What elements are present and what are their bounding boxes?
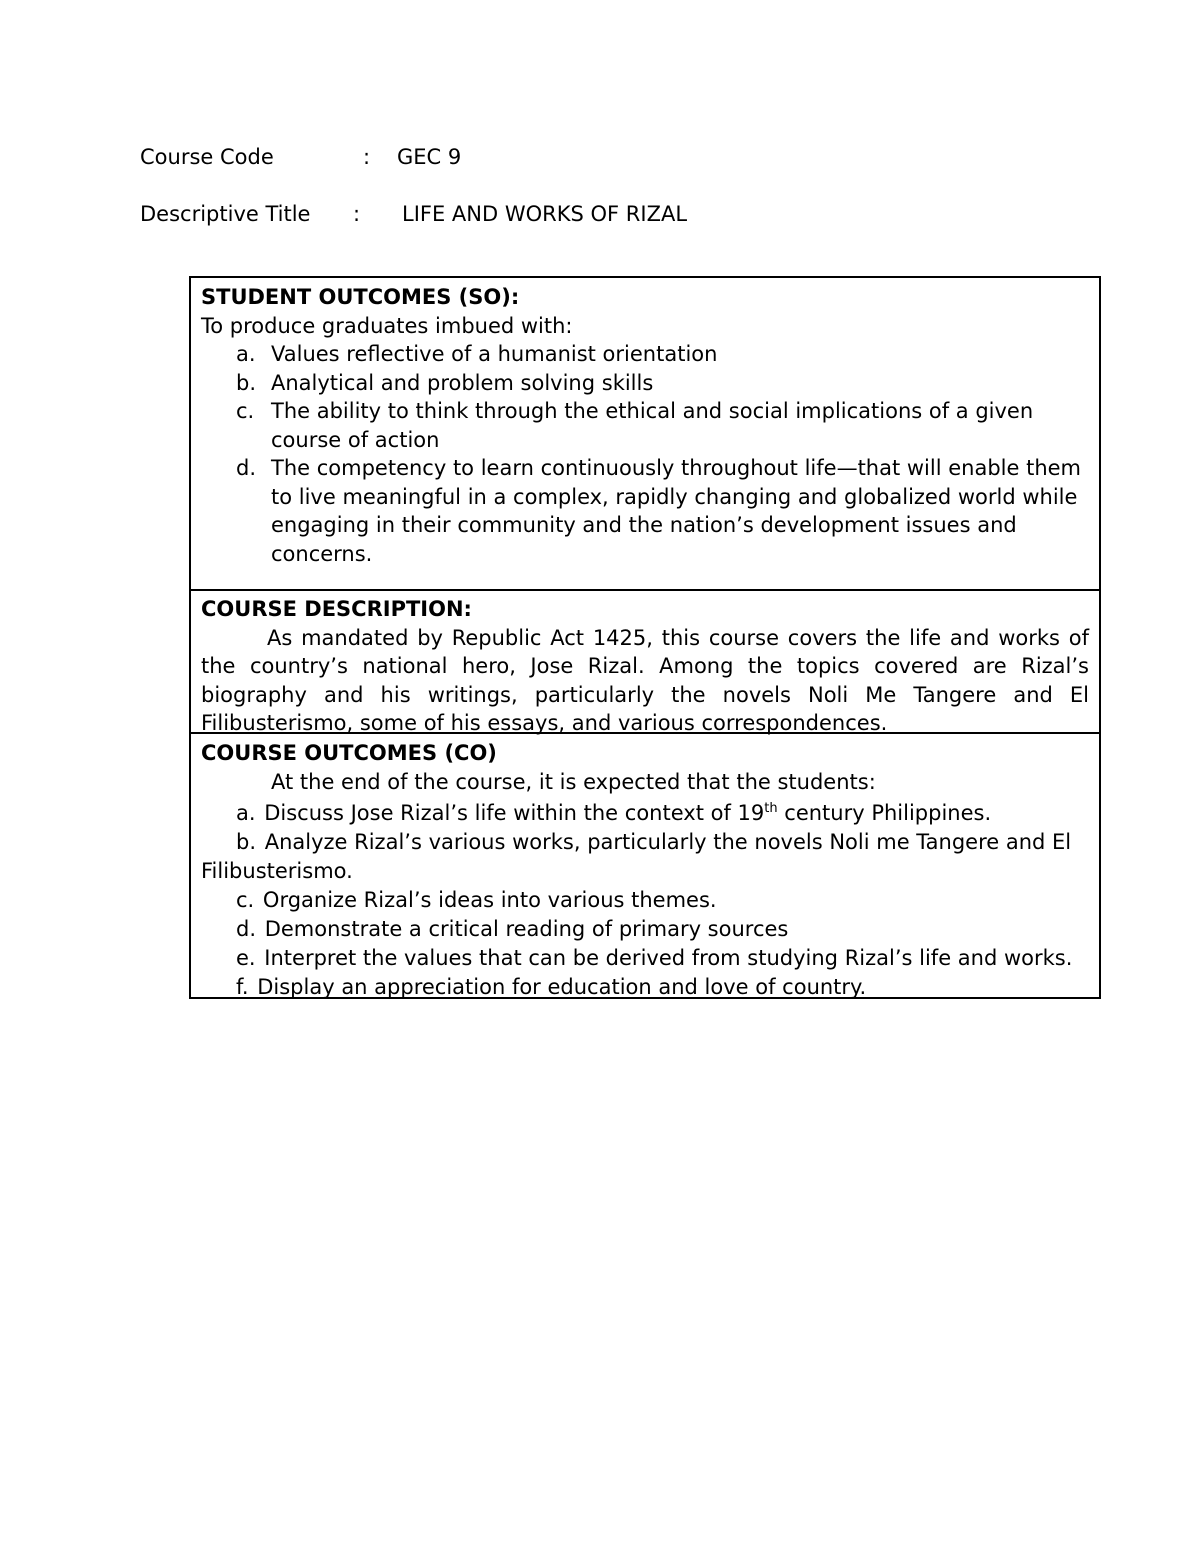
course-outcomes-box	[189, 732, 1101, 999]
student-outcomes-box	[189, 276, 1101, 591]
list-item	[201, 454, 1089, 568]
list-item-letter: a.	[236, 342, 256, 366]
superscript-th: th	[764, 801, 778, 816]
course-code-label: Course Code	[140, 145, 274, 169]
student-outcomes-list	[201, 340, 1089, 568]
list-item-text: The ability to think through the ethical and social implications of a given course of action	[271, 399, 1034, 452]
list-item-text: Interpret the values that can be derived from studying Rizal’s life and works.	[264, 946, 1073, 970]
course-description-heading: COURSE DESCRIPTION:	[201, 597, 472, 621]
course-description-text: As mandated by Republic Act 1425, this course covers the life and works of the country’s national hero, Jose Rizal. Among the topics covered are Rizal’s biography and his writings, particularly the novels Noli Me Tangere and El Filibusterismo, some of his essays, and various correspondences.	[201, 625, 1089, 735]
list-item	[201, 973, 1089, 1002]
list-item-letter: d.	[236, 456, 257, 480]
list-item-text: The competency to learn continuously throughout life—that will enable them to live meaningful in a complex, rapidly changing and globalized world while engaging in their community and the nation’s development issues and concerns.	[271, 456, 1082, 566]
list-item-text: Demonstrate a critical reading of primary sources	[264, 917, 789, 941]
list-item-letter: c.	[236, 399, 255, 423]
list-item-letter: e.	[236, 946, 256, 970]
list-item-letter: c.	[236, 888, 255, 912]
list-item	[201, 369, 1089, 398]
course-outcomes-intro: At the end of the course, it is expected that the students:	[271, 769, 876, 794]
list-item-text: Discuss Jose Rizal’s life within the context of 19	[264, 801, 765, 825]
course-description-box	[189, 589, 1101, 734]
course-outcomes-list	[201, 799, 1089, 1002]
list-item-text: Display an appreciation for education and love of country.	[257, 975, 867, 999]
list-item	[201, 944, 1089, 973]
descriptive-title-label: Descriptive Title	[140, 202, 311, 226]
list-item-letter: d.	[236, 917, 257, 941]
descriptive-title-colon: :	[353, 202, 361, 226]
list-item	[201, 799, 1089, 828]
list-item-text: Values reflective of a humanist orientation	[271, 342, 718, 366]
list-item	[201, 340, 1089, 369]
list-item-letter: b.	[236, 370, 257, 395]
course-outcomes-heading: COURSE OUTCOMES (CO)	[201, 741, 497, 765]
list-item	[201, 886, 1089, 915]
student-outcomes-heading: STUDENT OUTCOMES (SO):	[201, 285, 520, 309]
list-item-text: Analytical and problem solving skills	[271, 370, 654, 395]
descriptive-title-value: LIFE AND WORKS OF RIZAL	[402, 202, 688, 226]
course-code-value: GEC 9	[397, 145, 462, 169]
list-item-text: Organize Rizal’s ideas into various themes.	[262, 888, 717, 912]
list-item	[201, 915, 1089, 944]
list-item	[201, 397, 1089, 454]
list-item-text: Analyze Rizal’s various works, particularly the novels Noli me Tangere and El Filibusterismo.	[201, 830, 1072, 883]
list-item-letter: f.	[236, 975, 249, 999]
list-item	[201, 828, 1089, 886]
list-item-letter: a.	[236, 801, 256, 825]
course-code-colon: :	[363, 145, 371, 169]
student-outcomes-intro: To produce graduates imbued with:	[201, 313, 573, 338]
list-item-text-end: century Philippines.	[777, 801, 992, 825]
list-item-letter: b.	[236, 830, 257, 854]
